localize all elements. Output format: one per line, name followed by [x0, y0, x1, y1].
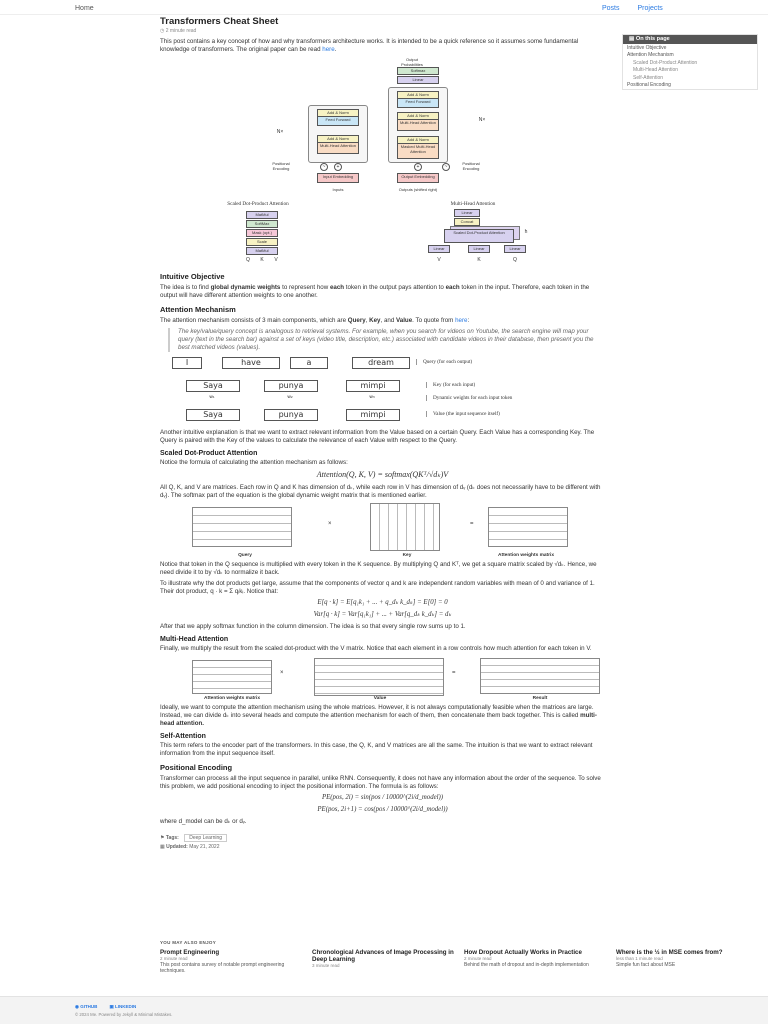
tag-icon: ⚑ — [160, 834, 166, 841]
toc-title: On this page — [635, 36, 670, 42]
pe-sin-formula: PE(pos, 2i) = sin(pos / 10000^(2i/d_model)) — [321, 794, 444, 802]
paper-link[interactable]: here — [322, 45, 335, 53]
linkedin-icon: ▣ — [109, 1004, 115, 1009]
github-icon: ◉ — [75, 1004, 81, 1009]
self-attention-text: This term refers to the encoder part of the transformers. In this case, the Q, K, and V matrices are all the same. The intuition is that we want to extract relevant information from the input sequence itself. — [160, 742, 593, 758]
qkv-illustration — [160, 355, 605, 425]
inputs-label: Inputs — [332, 186, 344, 192]
decoder-add-norm-low: Add & Norm — [397, 136, 439, 144]
heading-attention-mechanism: Attention Mechanism — [160, 304, 236, 314]
sdpa-illustrate-text: To illustrate why the dot products get large, assume that the components of vector q and k are independent random variables with mean of 0 and variance of 1. Their dot product, q · k = Σ qᵢkᵢ. Notice that: — [160, 579, 595, 595]
calendar-icon: ▦ — [160, 844, 167, 851]
toc-item-self-attention[interactable]: Self-Attention — [633, 74, 664, 81]
toc-header — [623, 35, 757, 44]
query-word-have: have — [222, 357, 280, 369]
output-embedding-block: Output Embedding — [397, 173, 439, 183]
value-label: Value (the input sequence itself) — [426, 411, 606, 417]
mha-linear-top: Linear — [454, 209, 480, 217]
sdpa-scale: Scale — [246, 238, 278, 246]
key-word-saya: Saya — [186, 380, 240, 392]
retrieval-quote: The key/value/query concept is analogous to retrieval systems. For example, when you search for videos on Youtube, the search engine will map your query (text in the search bar) against a set of keys (video title, description, etc.) associated with candidate videos in their database, then present you the best matched videos (values). — [168, 328, 605, 352]
weights-matrix — [192, 660, 272, 694]
multiply-symbol-2: × — [280, 669, 284, 676]
result-matrix-label: Result — [532, 695, 548, 701]
weights-value-figure — [160, 656, 605, 704]
heading-positional-encoding: Positional Encoding — [160, 763, 233, 773]
decoder-add-norm-mid: Add & Norm — [397, 112, 439, 120]
related-card-meta: 2 minute read — [160, 955, 188, 961]
value-word-punya: punya — [264, 409, 318, 421]
decoder-add-icon: + — [414, 163, 422, 171]
nav-links — [602, 4, 663, 13]
encoder-add-norm-top: Add & Norm — [317, 109, 359, 117]
linear-block: Linear — [397, 76, 439, 84]
transformer-architecture-figure — [160, 57, 605, 187]
query-word-dream: dream — [352, 357, 410, 369]
file-icon: ▤ — [629, 36, 636, 42]
output-probabilities-label: Output Probabilities — [401, 56, 423, 67]
sdpa-mask: Mask (opt.) — [246, 229, 278, 237]
quote-source-link[interactable]: here — [455, 316, 468, 324]
sdpa-softmax: SoftMax — [246, 220, 278, 228]
query-matrix — [192, 507, 292, 547]
sdpa-v-label: V — [274, 256, 278, 263]
tag-deep-learning[interactable]: Deep Learning — [184, 834, 227, 843]
attention-subfigures — [160, 201, 605, 267]
key-word-punya: punya — [264, 380, 318, 392]
decoder-nx-label: N× — [478, 116, 486, 123]
related-card-title[interactable]: Where is the ½ in MSE comes from? — [616, 948, 723, 956]
related-card-meta: less than 1 minute read — [616, 955, 663, 961]
top-navbar — [0, 0, 768, 15]
encoder-positional-encoding-label: Positional Encoding — [272, 160, 290, 171]
toc-sidebar — [622, 34, 758, 90]
intuitive-objective-text: The idea is to find global dynamic weights to represent how each token in the output pays attention to each token in the input. Therefore, each token in the output will have different attention weights to one another. — [160, 283, 590, 299]
toc-item-positional-encoding[interactable]: Positional Encoding — [627, 82, 671, 89]
related-posts — [160, 940, 760, 975]
key-matrix-label: Key — [402, 552, 412, 558]
related-card[interactable] — [464, 949, 606, 975]
sdpa-k-label: K — [260, 256, 264, 263]
encoder-nx-label: N× — [276, 128, 284, 135]
equals-symbol: = — [470, 520, 474, 527]
encoder-add-icon: + — [334, 163, 342, 171]
related-card-desc: This post contains survey of notable prompt engineering techniques. — [160, 961, 285, 975]
sdpa-intro-text: Notice the formula of calculating the attention mechanism as follows: — [160, 459, 348, 467]
related-card-title[interactable]: Prompt Engineering — [160, 948, 220, 956]
decoder-add-norm-top: Add & Norm — [397, 91, 439, 99]
post-updated: ▦ Updated: May 21, 2022 — [160, 844, 220, 851]
home-link[interactable]: Home — [75, 5, 94, 12]
heading-self-attention: Self-Attention — [160, 732, 206, 740]
query-matrix-label: Query — [238, 552, 252, 558]
related-card[interactable] — [312, 949, 454, 975]
sdpa-figure-title: Scaled Dot-Product Attention — [227, 200, 289, 207]
related-card[interactable] — [616, 949, 758, 975]
decoder-masked-attention: Masked Multi-Head Attention — [397, 143, 439, 159]
attention-formula: Attention(Q, K, V) = softmax(QKᵀ/√dₖ)V — [316, 470, 449, 480]
equals-symbol-2: = — [452, 669, 456, 676]
mha-ideally-text: Ideally, we want to compute the attention mechanism using the whole matrices. However, it is not always computationally feasible when the matrices are large. Instead, we can divide dₖ into several heads and compute the attention mechanism for each of them, then concatenate them back together. This is called multi-head attention. — [160, 703, 597, 727]
softmax-block: Softmax — [397, 67, 439, 75]
related-card-desc: Behind the math of dropout and in-depth implementation — [464, 961, 589, 968]
encoder-feed-forward: Feed Forward — [317, 116, 359, 126]
toc-item-multi-head[interactable]: Multi-Head Attention — [633, 67, 679, 74]
attention-mechanism-text: The attention mechanism consists of 3 main components, which are Query, Key, and Value. To quote from here: — [160, 316, 470, 324]
sdpa-q-label: Q — [246, 256, 250, 263]
mha-v-label: V — [437, 256, 441, 263]
arch-io-labels — [160, 187, 605, 201]
weights-matrix-label: Attention weights matrix — [204, 695, 260, 701]
encoder-sine-icon: ~ — [320, 163, 328, 171]
input-embedding-block: Input Embedding — [317, 173, 359, 183]
weights-label: Dynamic weights for each input token — [426, 395, 606, 401]
multiply-symbol: × — [328, 520, 332, 527]
weight-w3: w₃ — [369, 394, 375, 400]
encoder-add-norm-low: Add & Norm — [317, 135, 359, 143]
value-word-saya: Saya — [186, 409, 240, 421]
article — [160, 16, 605, 851]
mha-linear-k: Linear — [468, 245, 490, 253]
toc-item-intuitive-objective[interactable]: Intuitive Objective — [627, 44, 667, 51]
value-matrix — [314, 658, 444, 696]
heading-scaled-dot-product: Scaled Dot-Product Attention — [160, 449, 258, 457]
post-tags: ⚑ Tags: Deep Learning — [160, 834, 605, 843]
encoder-attention: Multi-Head Attention — [317, 142, 359, 154]
related-card-title[interactable]: Chronological Advances of Image Processing in Deep Learning — [312, 948, 454, 963]
nav-link-projects[interactable]: Projects — [637, 5, 663, 12]
footer — [0, 996, 768, 1024]
decoder-feed-forward: Feed Forward — [397, 98, 439, 108]
read-time: ◷ 2 minute read — [160, 28, 197, 35]
mha-sdpa-block: Scaled Dot-Product Attention — [444, 229, 514, 243]
related-card[interactable] — [160, 949, 302, 975]
linkedin-link[interactable]: ▣ LINKEDIN — [109, 1004, 137, 1009]
variance-equation: Var[q · k] = Var[q₁k₁] + ... + Var[q_dₖ k_dₖ] = dₖ — [313, 610, 452, 618]
another-explanation-text: Another intuitive explanation is that we want to extract relevant information from the Value based on a certain Query. Each Value has a corresponding Key. The Query is paired with the Key of the values to calculate the relevance of each Value with respect to the Query. — [160, 428, 595, 444]
decoder-sine-icon: ~ — [442, 163, 450, 171]
decoder-positional-encoding-label: Positional Encoding — [462, 160, 480, 171]
sdpa-description: All Q, K, and V are matrices. Each row in Q and K has dimension of dₖ, while each row in V has dimension of dᵥ (dₖ does not necessarily have to be different with dᵥ). The softmax part of the equation is the global dynamic weight matrix that is mentioned earlier. — [160, 483, 601, 499]
weight-w1: w₁ — [209, 394, 215, 400]
pe-cos-formula: PE(pos, 2i+1) = cos(pos / 10000^(2i/d_model)) — [317, 805, 448, 813]
mha-linear-v: Linear — [428, 245, 450, 253]
mha-concat: Concat — [454, 218, 480, 226]
github-link[interactable]: ◉ GITHUB — [75, 1004, 98, 1009]
attention-weights-matrix — [488, 507, 568, 547]
copyright: © 2024 Me. Powered by Jekyll & Minimal Mistakes. — [75, 1012, 173, 1017]
related-card-desc: Simple fun fact about MSE — [616, 961, 676, 968]
query-word-i: I — [172, 357, 202, 369]
toc-item-scaled-dot-product[interactable]: Scaled Dot-Product Attention — [633, 59, 698, 66]
d-model-note: where d_model can be dₖ or dᵥ. — [160, 817, 247, 825]
key-label: Key (for each input) — [426, 382, 526, 388]
mha-q-label: Q — [513, 256, 517, 263]
toc-item-attention-mechanism[interactable]: Attention Mechanism — [627, 52, 674, 59]
related-card-meta: 2 minute read — [464, 955, 492, 961]
mha-intro-text: Finally, we multiply the result from the scaled dot-product with the V matrix. Notice that each element in a row controls how much attention for each token in V. — [160, 644, 592, 652]
sdpa-matmul-top: MatMul — [246, 211, 278, 219]
value-word-mimpi: mimpi — [346, 409, 400, 421]
mha-linear-q: Linear — [504, 245, 526, 253]
intro-paragraph: This post contains a key concept of how and why transformers architecture works. It is intended to be a quick reference so it assumes some fundamental knowledge of transformers. The original paper can be read here. — [160, 37, 579, 53]
value-matrix-label: Value — [373, 695, 387, 701]
sdpa-matmul-bottom: MatMul — [246, 247, 278, 255]
decoder-cross-attention: Multi-Head Attention — [397, 119, 439, 131]
query-word-a: a — [290, 357, 328, 369]
sdpa-notice-text: Notice that token in the Q sequence is multiplied with every token in the K sequence. By multiplying Q and Kᵀ, we get a square matrix scaled by √dₖ. Hence, we need divide it to by √dₖ to normalize it back. — [160, 560, 597, 576]
result-matrix — [480, 658, 600, 694]
related-card-title[interactable]: How Dropout Actually Works in Practice — [464, 948, 582, 956]
page-title: Transformers Cheat Sheet — [160, 16, 279, 27]
nav-link-posts[interactable]: Posts — [602, 5, 620, 12]
expectation-equation: E[q · k] = E[q₁k₁ + ... + q_dₖ k_dₖ] = E[0] = 0 — [317, 598, 448, 606]
positional-encoding-text: Transformer can process all the input sequence in parallel, unlike RNN. Consequently, it does not have any information about the order of the sequence. To solve this problem, we add positional encoding to inject the positional information. The formula is as follows: — [160, 774, 601, 790]
related-card-meta: 3 minute read — [312, 963, 340, 969]
weight-w2: w₂ — [287, 394, 293, 400]
heading-multi-head-attention: Multi-Head Attention — [160, 635, 229, 643]
mha-k-label: K — [477, 256, 481, 263]
key-word-mimpi: mimpi — [346, 380, 400, 392]
qk-matrix-figure — [160, 503, 605, 561]
related-label: YOU MAY ALSO ENJOY — [160, 940, 216, 945]
mha-figure-title: Multi-Head Attention — [450, 200, 496, 207]
heading-intuitive-objective: Intuitive Objective — [160, 271, 225, 281]
outputs-label: Outputs (shifted right) — [398, 186, 438, 192]
clock-icon: ◷ — [160, 28, 166, 35]
softmax-explanation: After that we apply softmax function in the column dimension. The idea is so that every single row sums up to 1. — [160, 622, 466, 630]
query-label: Query (for each output) — [416, 359, 516, 365]
key-matrix — [370, 503, 440, 551]
attention-weights-label: Attention weights matrix — [498, 552, 554, 558]
mha-h-label: h — [524, 228, 528, 235]
